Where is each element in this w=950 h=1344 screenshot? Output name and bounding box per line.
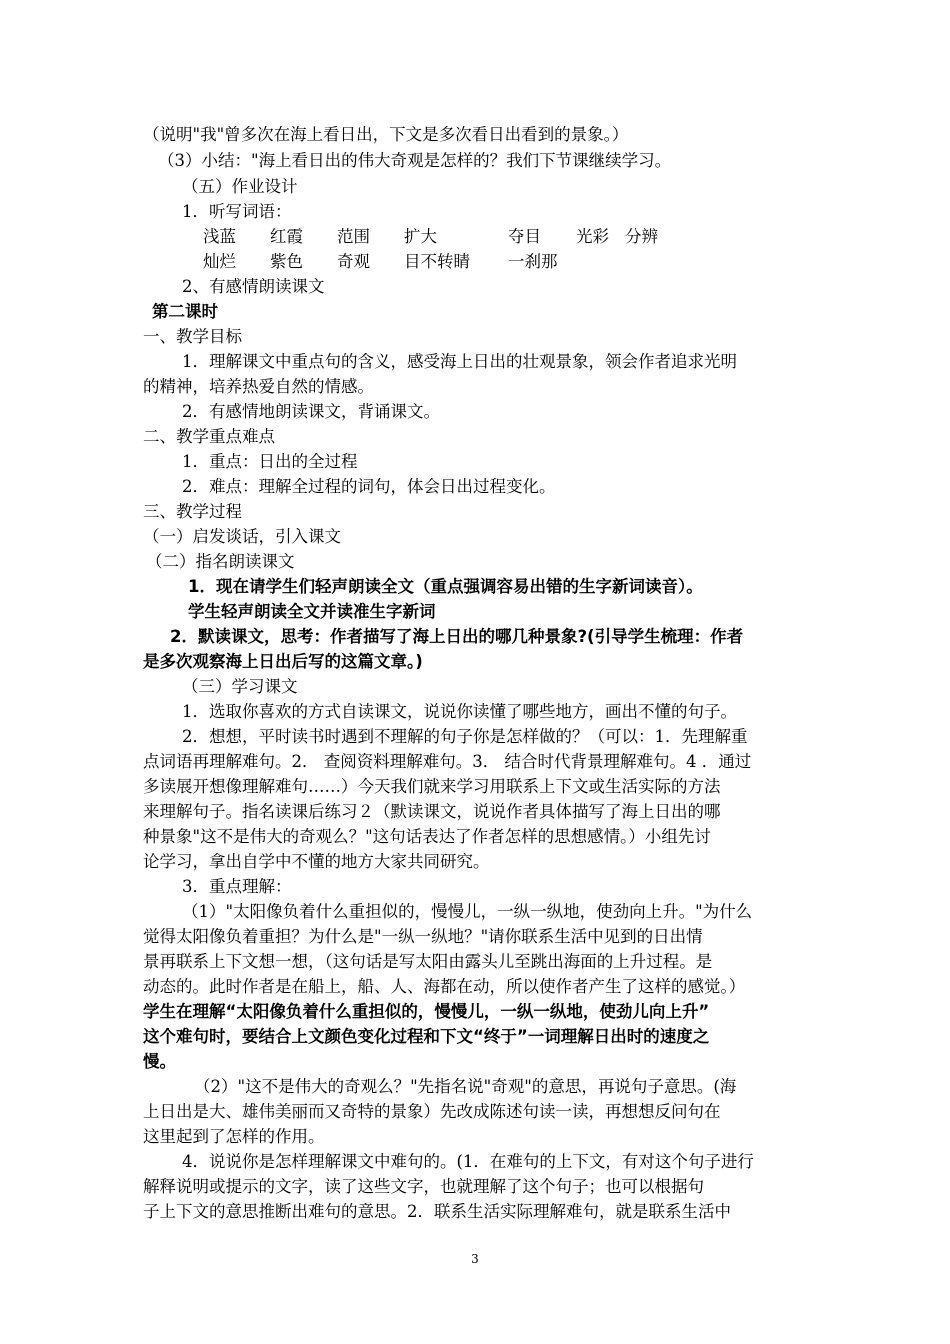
text-line: （1）"太阳像负着什么重担似的，慢慢儿，一纵一纵地，使劲向上升。"为什么	[182, 902, 753, 921]
text-line: （说明"我"曾多次在海上看日出，下文是多次看日出看到的景象。）	[143, 125, 629, 144]
vocab-word: 红霞	[270, 227, 303, 246]
bold-text-line: 慢。	[143, 1052, 176, 1071]
text-line: 种景象"这不是伟大的奇观么？"这句话表达了作者怎样的思想感情。）小组先讨	[143, 827, 711, 846]
text-line: 多读展开想像理解难句……）今天我们就来学习用联系上下文或生活实际的方法	[143, 777, 721, 796]
text-line: （三）学习课文	[182, 677, 298, 696]
text-line: （五）作业设计	[182, 177, 298, 196]
vocab-word: 光彩	[576, 227, 609, 246]
text-line: 1．理解课文中重点句的含义，感受海上日出的壮观景象，领会作者追求光明	[182, 352, 737, 371]
text-line: 景再联系上下文想一想，（这句话是写太阳由露头儿至跳出海面的上升过程。是	[143, 952, 713, 971]
text-line: 上日出是大、雄伟美丽而又奇特的景象）先改成陈述句读一读，再想想反问句在	[143, 1102, 721, 1121]
bold-text-line: 1．现在请学生们轻声朗读全文（重点强调容易出错的生字新词读音）。	[188, 577, 703, 596]
text-line: 3．重点理解：	[182, 877, 292, 896]
text-line: （3）小结："海上看日出的伟大奇观是怎样的？我们下节课继续学习。	[158, 151, 672, 170]
text-line: 论学习，拿出自学中不懂的地方大家共同研究。	[143, 852, 490, 871]
vocab-word: 紫色	[270, 252, 303, 271]
bold-text-line: 学生轻声朗读全文并读准生字新词	[188, 602, 436, 621]
text-line: 的精神，培养热爱自然的情感。	[143, 377, 374, 396]
text-line: 点词语再理解难句。2． 查阅资料理解难句。3． 结合时代背景理解难句。4 ．通过	[143, 752, 752, 771]
bold-text-line: 2．默读课文，思考：作者描写了海上日出的哪几种景象?(引导学生梳理：作者	[170, 627, 744, 646]
section-heading: 一、教学目标	[143, 327, 242, 346]
vocab-word: 夺目	[508, 227, 541, 246]
text-line: 子上下文的意思推断出难句的意思。2．联系生活实际理解难句，就是联系生活中	[143, 1202, 731, 1221]
text-line: 1．听写词语：	[182, 202, 292, 221]
vocab-word: 分辨	[625, 227, 658, 246]
vocab-word: 灿烂	[203, 252, 236, 271]
text-line: 2、有感情朗读课文	[182, 277, 325, 296]
text-line: 解释说明或提示的文字，读了这些文字，也就理解了这个句子；也可以根据句	[143, 1177, 704, 1196]
text-line: 2．难点：理解全过程的词句，体会日出过程变化。	[182, 477, 556, 496]
text-line: 动态的。此时作者是在船上，船、人、海都在动，所以使作者产生了这样的感觉。）	[143, 977, 746, 996]
section-heading: 三、教学过程	[143, 502, 242, 521]
page-number: 3	[471, 1252, 479, 1266]
text-line: （2）"这不是伟大的奇观么？"先指名说"奇观"的意思，再说句子意思。(海	[194, 1077, 737, 1096]
vocab-word: 浅蓝	[203, 227, 236, 246]
vocab-word: 奇观	[337, 252, 370, 271]
section-heading: 二、教学重点难点	[143, 427, 275, 446]
text-line: 觉得太阳像负着重担？为什么是"一纵一纵地？"请你联系生活中见到的日出情	[143, 927, 703, 946]
text-line: 1．选取你喜欢的方式自读课文，说说你读懂了哪些地方，画出不懂的句子。	[182, 702, 737, 721]
bold-text-line: 这个难句时，要结合上文颜色变化过程和下文“终于”一词理解日出时的速度之	[143, 1027, 710, 1046]
text-line: 来理解句子。指名读课后练习２（默读课文，说说作者具体描写了海上日出的哪	[143, 802, 721, 821]
text-line: （二）指名朗读课文	[146, 552, 295, 571]
text-line: 1．重点：日出的全过程	[182, 452, 358, 471]
text-line: 2．想想，平时读书时遇到不理解的句子你是怎样做的？（可以：1．先理解重	[182, 727, 748, 746]
vocab-word: 范围	[337, 227, 370, 246]
bold-text-line: 是多次观察海上日出后写的这篇文章。)	[143, 652, 423, 671]
text-line: （一）启发谈话，引入课文	[143, 527, 341, 546]
text-line: 4．说说你是怎样理解课文中难句的。(1．在难句的上下文，有对这个句子进行	[182, 1152, 754, 1171]
vocab-word: 扩大	[404, 227, 437, 246]
vocab-word: 一刹那	[508, 252, 558, 271]
section-heading: 第二课时	[152, 302, 218, 321]
text-line: 这里起到了怎样的作用。	[143, 1127, 325, 1146]
vocab-word: 目不转睛	[404, 252, 470, 271]
bold-text-line: 学生在理解“太阳像负着什么重担似的，慢慢儿，一纵一纵地，使劲儿向上升”	[143, 1002, 710, 1021]
text-line: 2．有感情地朗读课文，背诵课文。	[182, 402, 440, 421]
